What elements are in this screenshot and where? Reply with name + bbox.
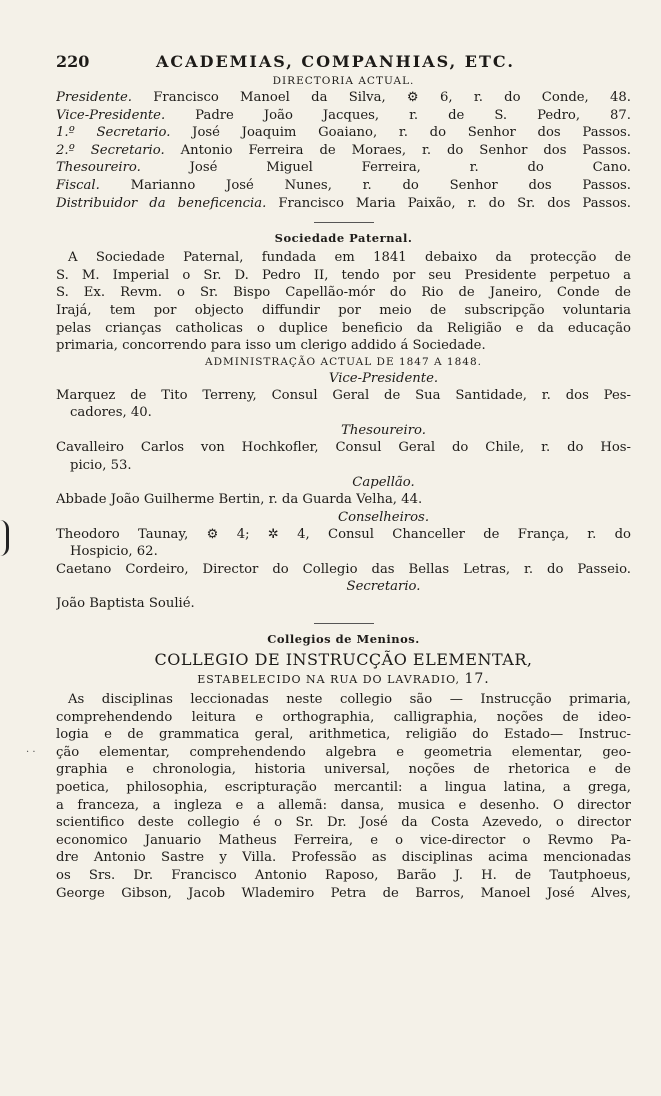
entry-line: João Baptista Soulié. xyxy=(56,596,195,612)
paragraph-line: George Gibson, Jacob Wlademiro Petra de Barros, Manoel José Alves, xyxy=(56,885,631,901)
running-title: ACADEMIAS, COMPANHIAS, ETC. xyxy=(156,52,515,71)
paragraph-line: As disciplinas leccionadas neste collegio são — Instrucção primaria, xyxy=(68,692,631,708)
paragraph-line: os Srs. Dr. Francisco Antonio Raposo, Barão J. H. de Tautphoeus, xyxy=(56,868,631,883)
office-heading: Capellão. xyxy=(352,475,415,491)
paragraph-line: logia e de grammatica geral, arithmetica, religião do Estado— Instruc- xyxy=(56,727,631,743)
section-divider xyxy=(314,222,374,223)
paragraph-line: economico Januario Matheus Ferreira, e o vice-director o Revmo Pa- xyxy=(56,832,631,848)
directoria-line: Thesoureiro. José Miguel Ferreira, r. do Cano. xyxy=(56,160,631,176)
directoria-line: 2.º Secretario. Antonio Ferreira de Moraes, r. do Senhor dos Passos. xyxy=(56,142,631,158)
entry-line: Hospicio, 62. xyxy=(70,544,158,560)
directoria-heading: DIRECTORIA ACTUAL. xyxy=(272,75,415,87)
entry-line: cadores, 40. xyxy=(70,405,152,421)
office-heading: Vice-Presidente. xyxy=(328,370,439,386)
paragraph-line: graphia e chronologia, historia universal, noções de rhetorica e de xyxy=(56,762,631,778)
paragraph-line: comprehendendo leitura e orthographia, calligraphia, noções de ideo- xyxy=(56,709,631,725)
office-heading: Conselheiros. xyxy=(337,509,430,525)
entry-line: Theodoro Taunay, ⚙ 4; ✲ 4, Consul Chanceller de França, r. do xyxy=(56,526,631,542)
entry-line: picio, 53. xyxy=(70,457,132,473)
college-address: ESTABELECIDO NA RUA DO LAVRADIO, 17. xyxy=(197,671,490,688)
paragraph-line: dre Antonio Sastre y Villa. Professão as disciplinas acima mencionadas xyxy=(56,850,631,866)
sociedade-title: Sociedade Paternal. xyxy=(274,231,413,246)
directoria-line: 1.º Secretario. José Joaquim Goaiano, r. do Senhor dos Passos. xyxy=(56,125,631,141)
directoria-list xyxy=(56,89,631,212)
paragraph-line: A Sociedade Paternal, fundada em 1841 debaixo da protecção de xyxy=(68,250,631,266)
directoria-line: Vice-Presidente. Padre João Jacques, r. de S. Pedro, 87. xyxy=(56,107,631,123)
binding-mark xyxy=(0,520,9,556)
entry-line: Cavalleiro Carlos von Hochkofler, Consul Geral do Chile, r. do Hos- xyxy=(56,439,631,455)
paragraph-line: a franceza, a ingleza e a allemã: dansa, musica e desenho. O director xyxy=(56,797,631,813)
sociedade-paragraph xyxy=(56,249,631,355)
entry-line: Abbade João Guilherme Bertin, r. da Guarda Velha, 44. xyxy=(56,492,423,508)
college-paragraph xyxy=(56,691,631,902)
office-heading: Secretario. xyxy=(346,579,421,595)
directoria-line: Fiscal. Marianno José Nunes, r. do Senhor dos Passos. xyxy=(56,177,631,193)
paragraph-line: poetica, philosophia, escripturação mercantil: a lingua latina, a grega, xyxy=(56,780,631,796)
college-name: COLLEGIO DE INSTRUCÇÃO ELEMENTAR, xyxy=(154,650,533,670)
paragraph-line: S. Ex. Revm. o Sr. Bispo Capellão-mór do Rio de Janeiro, Conde de xyxy=(56,285,631,301)
directoria-line: Presidente. Francisco Manoel da Silva, ⚙ 6, r. do Conde, 48. xyxy=(56,90,631,105)
margin-dots: · · xyxy=(26,747,36,758)
entry-line: Marquez de Tito Terreny, Consul Geral de Sua Santidade, r. dos Pes- xyxy=(56,387,631,403)
admin-heading: ADMINISTRAÇÃO ACTUAL DE 1847 A 1848. xyxy=(205,355,482,368)
section-divider xyxy=(314,623,374,624)
entry-line: Caetano Cordeiro, Director do Collegio das Bellas Letras, r. do Passeio. xyxy=(56,561,631,577)
page-number: 220 xyxy=(56,52,90,71)
paragraph-line: primaria, concorrendo para isso um clerigo addido á Sociedade. xyxy=(56,338,486,354)
paragraph-line: S. M. Imperial o Sr. D. Pedro II, tendo por seu Presidente perpetuo a xyxy=(56,267,631,283)
paragraph-line: pelas crianças catholicas o duplice beneficio da Religião e da educação xyxy=(56,320,631,336)
directoria-line: Distribuidor da beneficencia. Francisco Maria Paixão, r. do Sr. dos Passos. xyxy=(56,195,631,211)
office-heading: Thesoureiro. xyxy=(341,422,426,438)
collegios-title: Collegios de Meninos. xyxy=(267,632,420,647)
paragraph-line: scientifico deste collegio é o Sr. Dr. José da Costa Azevedo, o director xyxy=(56,815,631,831)
paragraph-line: ção elementar, comprehendendo algebra e geometria elementar, geo- xyxy=(56,744,631,760)
page-header xyxy=(56,52,631,74)
paragraph-line: Irajá, tem por objecto diffundir por meio de subscripção voluntaria xyxy=(56,302,631,318)
